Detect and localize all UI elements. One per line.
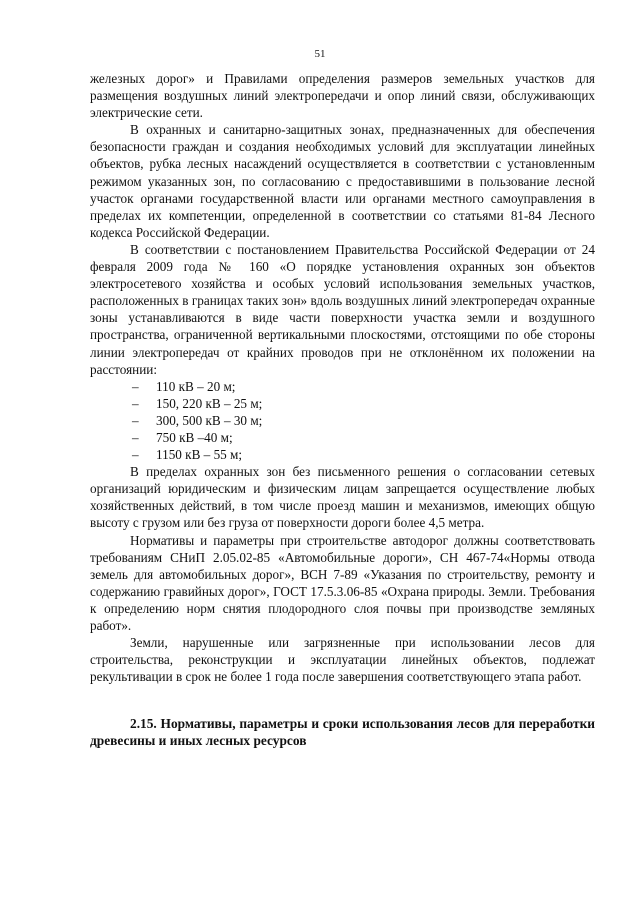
list-item: – 110 кВ – 20 м; — [90, 378, 595, 395]
paragraph-government-decree: В соответствии с постановлением Правительства Российской Федерации от 24 февраля 2009 года № 160 «О порядке установления охранных зон объектов электросетевого хозяйства и особых условий использования земельных участков, расположенных в границах таких зон» вдоль воздушных линий электропередач охранные зоны устанавливаются в виде части поверхности участка земли и воздушного пространства, ограниченной вертикальными плоскостями, отстоящими по обе стороны линии электропередач от крайних проводов при не отклонённом их положении на расстоянии: — [90, 241, 595, 377]
paragraph-protection-zones: В охранных и санитарно-защитных зонах, предназначенных для обеспечения безопасности граждан и создания необходимых условий для эксплуатации линейных объектов, рубка лесных насаждений осуществляется в соответствии с установленным режимом указанных зон, по согласованию с предоставившими в пользование лесной участок органами государственной власти или органами местного самоуправления в пределах их компетенции, определенной в соответствии со статьями 81-84 Лесного кодекса Российской Федерации. — [90, 122, 595, 240]
list-item: – 750 кВ –40 м; — [90, 429, 595, 446]
page-number: 51 — [314, 48, 326, 60]
paragraph-recultivation: Земли, нарушенные или загрязненные при использовании лесов для строительства, реконструкции и эксплуатации линейных объектов, подлежат рекультивации в срок не более 1 года после завершения соответствующего этапа работ. — [90, 635, 595, 685]
list-item: – 300, 500 кВ – 30 м; — [90, 412, 595, 429]
paragraph-continuation: железных дорог» и Правилами определения размеров земельных участков для размещения воздушных линий электропередачи и опор линий связи, обслуживающих электрические сети. — [90, 71, 595, 121]
list-item: – 150, 220 кВ – 25 м; — [90, 395, 595, 412]
section-heading: 2.15. Нормативы, параметры и сроки использования лесов для переработки древесины и иных лесных ресурсов — [90, 716, 595, 749]
paragraph-road-standards: Нормативы и параметры при строительстве автодорог должны соответствовать требованиям СНиП 2.05.02-85 «Автомобильные дороги», СН 467-74«Нормы отвода земель для автомобильных дорог», ВСН 7-89 «Указания по строительству, ремонту и содержанию гравийных дорог», ГОСТ 17.5.3.06-85 «Охрана природы. Земли. Требования к определению норм снятия плодородного слоя почвы при производстве земляных работ». — [90, 532, 595, 633]
distance-list — [90, 378, 595, 463]
paragraph-prohibitions: В пределах охранных зон без письменного решения о согласовании сетевых организаций юридическим и физическим лицам запрещается осуществление любых хозяйственных действий, в том числе проезд машин и механизмов, имеющих общую высоту с грузом или без груза от поверхности дороги более 4,5 метра. — [90, 464, 595, 531]
list-item: – 1150 кВ – 55 м; — [90, 446, 595, 463]
page-content — [90, 70, 595, 750]
